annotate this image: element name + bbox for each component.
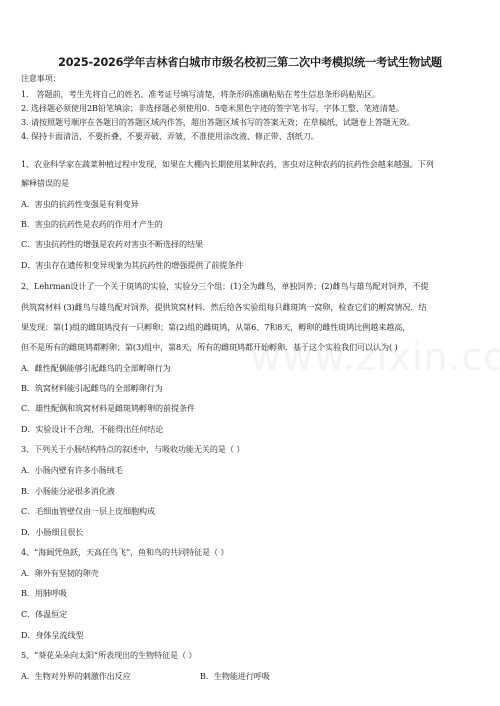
question-stem: 5、“葵花朵朵向太阳”所表现出的生物特征是（ ）	[21, 650, 197, 660]
answer-option: D．小肠细且很长	[21, 527, 84, 537]
question-stem: 但不是所有的雌斑鸠都孵卵；第(3)组中，第8天，所有的雌斑鸠都开始孵卵．基于这个实验我们可以认为( )	[21, 342, 398, 352]
question-stem: 3、下列关于小肠结构特点的叙述中，与吸收功能无关的是（ ）	[21, 444, 245, 454]
question-stem: 1、农业科学家在蔬菜种植过程中发现，如果在大棚内长期使用某种农药，害虫对这种农药的抗药性会越来越强。下列	[21, 159, 434, 169]
answer-option: D．身体呈流线型	[21, 630, 84, 640]
answer-option: C．毛细血管壁仅由一层上皮细胞构成	[21, 506, 155, 516]
notice-heading: 注意事项：	[21, 74, 61, 83]
answer-option: B．小肠能分泌很多消化液	[21, 486, 115, 496]
answer-option: A．雌性配偶能够引起雌鸟的全部孵卵行为	[21, 363, 171, 373]
answer-option: A．小肠内壁有许多小肠绒毛	[21, 465, 123, 475]
notice-item: 3. 请按照题号顺序在各题目的答题区域内作答，超出答题区域书写的答案无效；在草稿纸、试题卷上答题无效。	[21, 117, 415, 127]
answer-option: A．害虫的抗药性变强是有利变异	[21, 199, 139, 209]
question-stem: 供筑窝材料 (3)雌鸟与雄鸟配对饲养，提供筑窝材料．然后给各实验组每只雌斑鸠一窝卵，检查它们的孵窝情况．结	[21, 302, 427, 312]
question-stem: 2、Lehrman设计了一个关于斑鸠的实验，实验分三个组：(1)全为雌鸟，单独饲养；(2)雌鸟与雄鸟配对饲养，不提	[21, 281, 429, 291]
answer-option: C．害虫抗药性的增强是农药对害虫不断选择的结果	[21, 239, 203, 249]
question-stem: 4、“海阔凭鱼跃，天高任鸟飞”，鱼和鸟的共同特征是（ ）	[21, 547, 229, 557]
question-stem: 解释错误的是	[21, 178, 69, 188]
notice-item: 4. 保持卡面清洁，不要折叠，不要弄破、弄皱，不准使用涂改液、修正带、刮纸刀。	[21, 131, 319, 141]
notice-item: 1． 答题前，考生先将自己的姓名、准考证号填写清楚，将条形码准确粘贴在考生信息条形码粘贴区。	[21, 89, 381, 99]
answer-option: B．生物能进行呼吸	[200, 671, 270, 681]
notice-item: 2. 选择题必须使用2B铅笔填涂；非选择题必须使用0．5毫米黑色字迹的签字笔书写，字体工整、笔迹清楚。	[21, 103, 404, 113]
answer-option: B．用肺呼吸	[21, 588, 67, 598]
answer-option: B．害虫的抗药性是农药的作用才产生的	[21, 219, 163, 229]
answer-option: B．筑窝材料能引起雌鸟的全部孵卵行为	[21, 383, 163, 393]
answer-option: A．生物对外界的刺激作出反应	[21, 671, 131, 681]
answer-option: C．雄性配偶和筑窝材料是雌斑鸠孵卵的前提条件	[21, 403, 195, 413]
exam-title: 2025-2026学年吉林省白城市市级名校初三第二次中考模拟统一考试生物试题	[58, 56, 442, 69]
question-stem: 果发现：第(1)组的雌斑鸠没有一只孵卵；第(2)组的雌斑鸠，从第6、7和8天，孵卵的雌性斑鸠比例越来越高，	[21, 322, 411, 332]
answer-option: C．体温恒定	[21, 609, 68, 619]
watermark	[250, 335, 500, 379]
answer-option: A．卵外有坚韧的卵壳	[21, 568, 99, 578]
answer-option: D．害虫存在遗传和变异现象为其抗药性的增强提供了前提条件	[21, 260, 244, 270]
answer-option: D．实验设计不合理，不能得出任何结论	[21, 424, 164, 434]
